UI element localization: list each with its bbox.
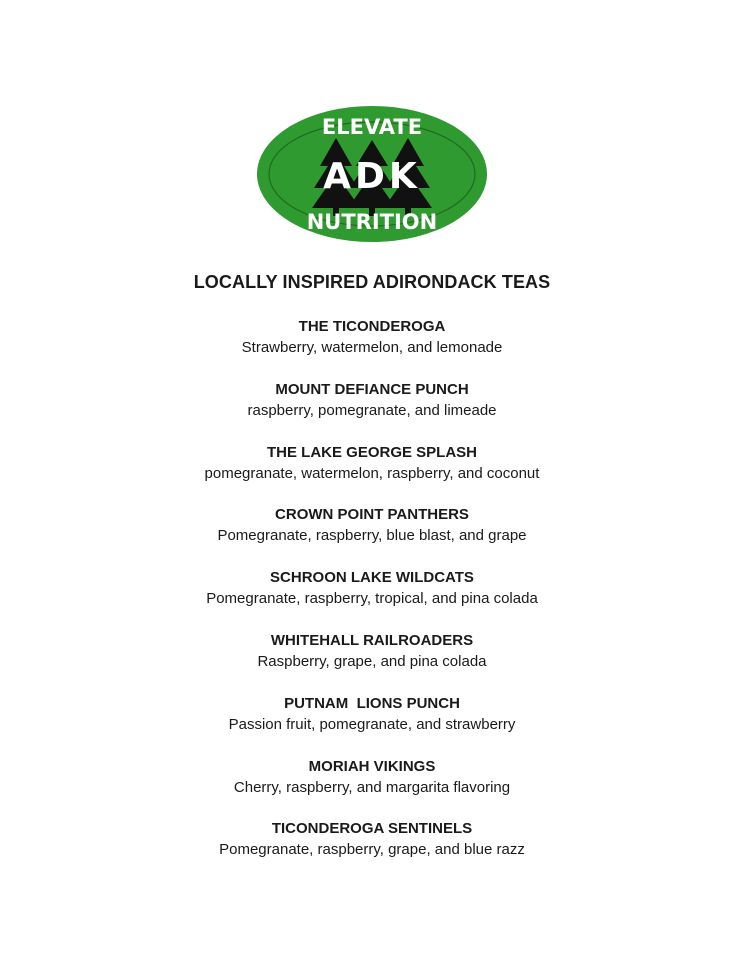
tea-name: PUTNAM LIONS PUNCH — [284, 694, 460, 712]
tea-flavors: Raspberry, grape, and pina colada — [257, 652, 487, 670]
tea-item — [0, 505, 744, 568]
tea-name: MORIAH VIKINGS — [308, 757, 436, 775]
tea-flavors: Strawberry, watermelon, and lemonade — [241, 339, 503, 356]
tea-name: TICONDEROGA SENTINELS — [271, 820, 473, 838]
tea-item — [0, 757, 744, 820]
tea-flavors: Cherry, raspberry, and margarita flavoring — [233, 778, 511, 796]
logo-text-adk: ADK — [323, 156, 421, 197]
page-title: LOCALLY INSPIRED ADIRONDACK TEAS — [193, 272, 551, 292]
tea-flavors: Pomegranate, raspberry, tropical, and pina colada — [206, 590, 538, 608]
tea-flavors: Pomegranate, raspberry, grape, and blue razz — [219, 841, 525, 859]
logo-text-nutrition: NUTRITION — [306, 210, 438, 234]
tea-name: SCHROON LAKE WILDCATS — [270, 569, 474, 587]
tea-flavors: raspberry, pomegranate, and limeade — [247, 401, 497, 419]
tea-item — [0, 317, 744, 380]
logo-text-elevate: ELEVATE — [321, 115, 423, 139]
tea-name: THE LAKE GEORGE SPLASH — [266, 443, 478, 461]
elevate-adk-nutrition-logo — [256, 104, 488, 244]
tea-flavors: pomegranate, watermelon, raspberry, and coconut — [204, 464, 540, 482]
tea-item — [0, 694, 744, 757]
tea-name: THE TICONDEROGA — [298, 318, 446, 335]
tea-item — [0, 631, 744, 694]
tea-name: WHITEHALL RAILROADERS — [270, 631, 474, 649]
tea-flavors: Passion fruit, pomegranate, and strawberry — [228, 715, 516, 733]
tea-name: MOUNT DEFIANCE PUNCH — [275, 380, 469, 398]
tea-menu — [0, 317, 744, 882]
logo-graphic — [256, 104, 488, 244]
tea-item — [0, 568, 744, 631]
tea-item — [0, 443, 744, 506]
tea-flavors: Pomegranate, raspberry, blue blast, and grape — [217, 527, 527, 545]
tea-name: CROWN POINT PANTHERS — [275, 506, 469, 524]
tea-item — [0, 380, 744, 443]
tea-item — [0, 819, 744, 882]
